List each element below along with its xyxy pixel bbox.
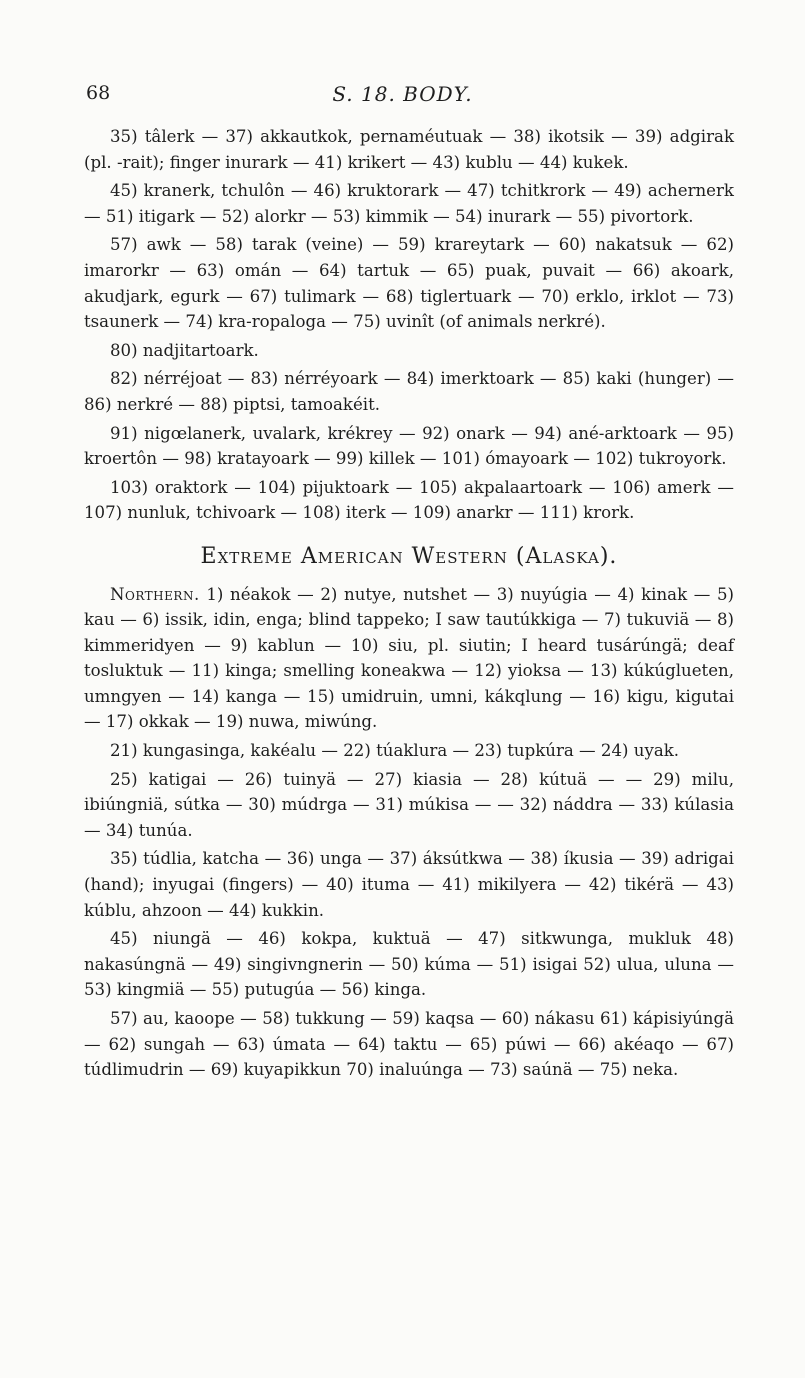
running-head: S. 18. BODY. (332, 82, 473, 106)
section-lead: Northern. (110, 584, 200, 604)
paragraph: 91) nigœlanerk, uvalark, krékrey — 92) onark — 94) ané-arktoark — 95) kroertôn — 98) kratayoark — 99) killek — 101) ómayoark — 102) tukroyork. (84, 423, 734, 469)
paragraph-text: 1) néakok — 2) nutye, nutshet — 3) nuyúgia — 4) kinak — 5) kau — 6) issik, idin, enga; blind tappeko; I saw tautúkkiga — 7) tukuviä — 8) kimmeridyen — 9) kablun — 10) siu, pl. siutin; I heard tusárúngä; deaf tosluktuk — 11) kinga; smelling koneakwa — 12) yioksa — 13) kúkúglueten, umngyen — 14) kanga — 15) umidruin, umni, kákqlung — 16) kigu, kigutai — 17) okkak — 19) nuwa, miwúng. (84, 584, 734, 732)
paragraph: 103) oraktork — 104) pijuktoark — 105) akpalaartoark — 106) amerk — 107) nunluk, tchivoark — 108) iterk — 109) anarkr — 111) krork. (84, 477, 734, 523)
section-heading: Extreme American Western (Alaska). (200, 543, 618, 569)
paragraph-lead (84, 582, 734, 736)
paragraph: 35) tâlerk — 37) akkautkok, pernaméutuak — 38) ikotsik — 39) adgirak (pl. -rait); finger inurark — 41) krikert — 43) kublu — 44) kukek. (84, 127, 734, 172)
paragraph: 57) au, kaoope — 58) tukkung — 59) kaqsa — 60) nákasu 61) kápisiyúngä — 62) sungah — 63) úmata — 64) taktu — 65) púwi — 66) akéaqo — 67) túdlimudrin — 69) kuyapikkun 70) inaluúnga — 73) saúnä — 75) neka. (84, 1009, 734, 1080)
paragraph: 25) katigai — 26) tuinyä — 27) kiasia — 28) kútuä — — 29) milu, ibiúngniä, sútka — 30) múdrga — 31) múkisa — — 32) náddra — 33) kúlasia — 34) tunúa. (84, 769, 734, 840)
page-header (0, 82, 805, 112)
paragraph: 57) awk — 58) tarak (veine) — 59) krareytark — 60) nakatsuk — 62) imarorkr — 63) omán — 64) tartuk — 65) puak, puvait — 66) akoark, akudjark, egurk — 67) tulimark — 68) tiglertuark — 70) erklo, irklot — 73) tsaunerk — 74) kra-ropaloga — 75) uvinît (of animals nerkré). (84, 235, 734, 332)
paragraph: 45) niungä — 46) kokpa, kuktuä — 47) sitkwunga, mukluk 48) nakasúngnä — 49) singivngnerin — 50) kúma — 51) isigai 52) ulua, uluna — 53) kingmiä — 55) putugúa — 56) kinga. (84, 929, 734, 1000)
page-body (84, 124, 734, 1086)
paragraph: 80) nadjitartoark. (110, 340, 259, 360)
page-number: 68 (86, 82, 111, 104)
paragraph: 21) kungasinga, kakéalu — 22) túaklura — 23) tupkúra — 24) uyak. (110, 741, 680, 761)
paragraph: 82) nérréjoat — 83) nérréyoark — 84) imerktoark — 85) kaki (hunger) — 86) nerkré — 88) piptsi, tamoakéit. (84, 369, 734, 414)
paragraph: 45) kranerk, tchulôn — 46) kruktorark — 47) tchitkrork — 49) achernerk — 51) itigark — 52) alorkr — 53) kimmik — 54) inurark — 55) pivortork. (84, 181, 734, 226)
paragraph: 35) túdlia, katcha — 36) unga — 37) áksútkwa — 38) íkusia — 39) adrigai (hand); inyugai (fingers) — 40) ituma — 41) mikilyera — 42) tikérä — 43) kúblu, ahzoon — 44) kukkin. (84, 849, 734, 920)
